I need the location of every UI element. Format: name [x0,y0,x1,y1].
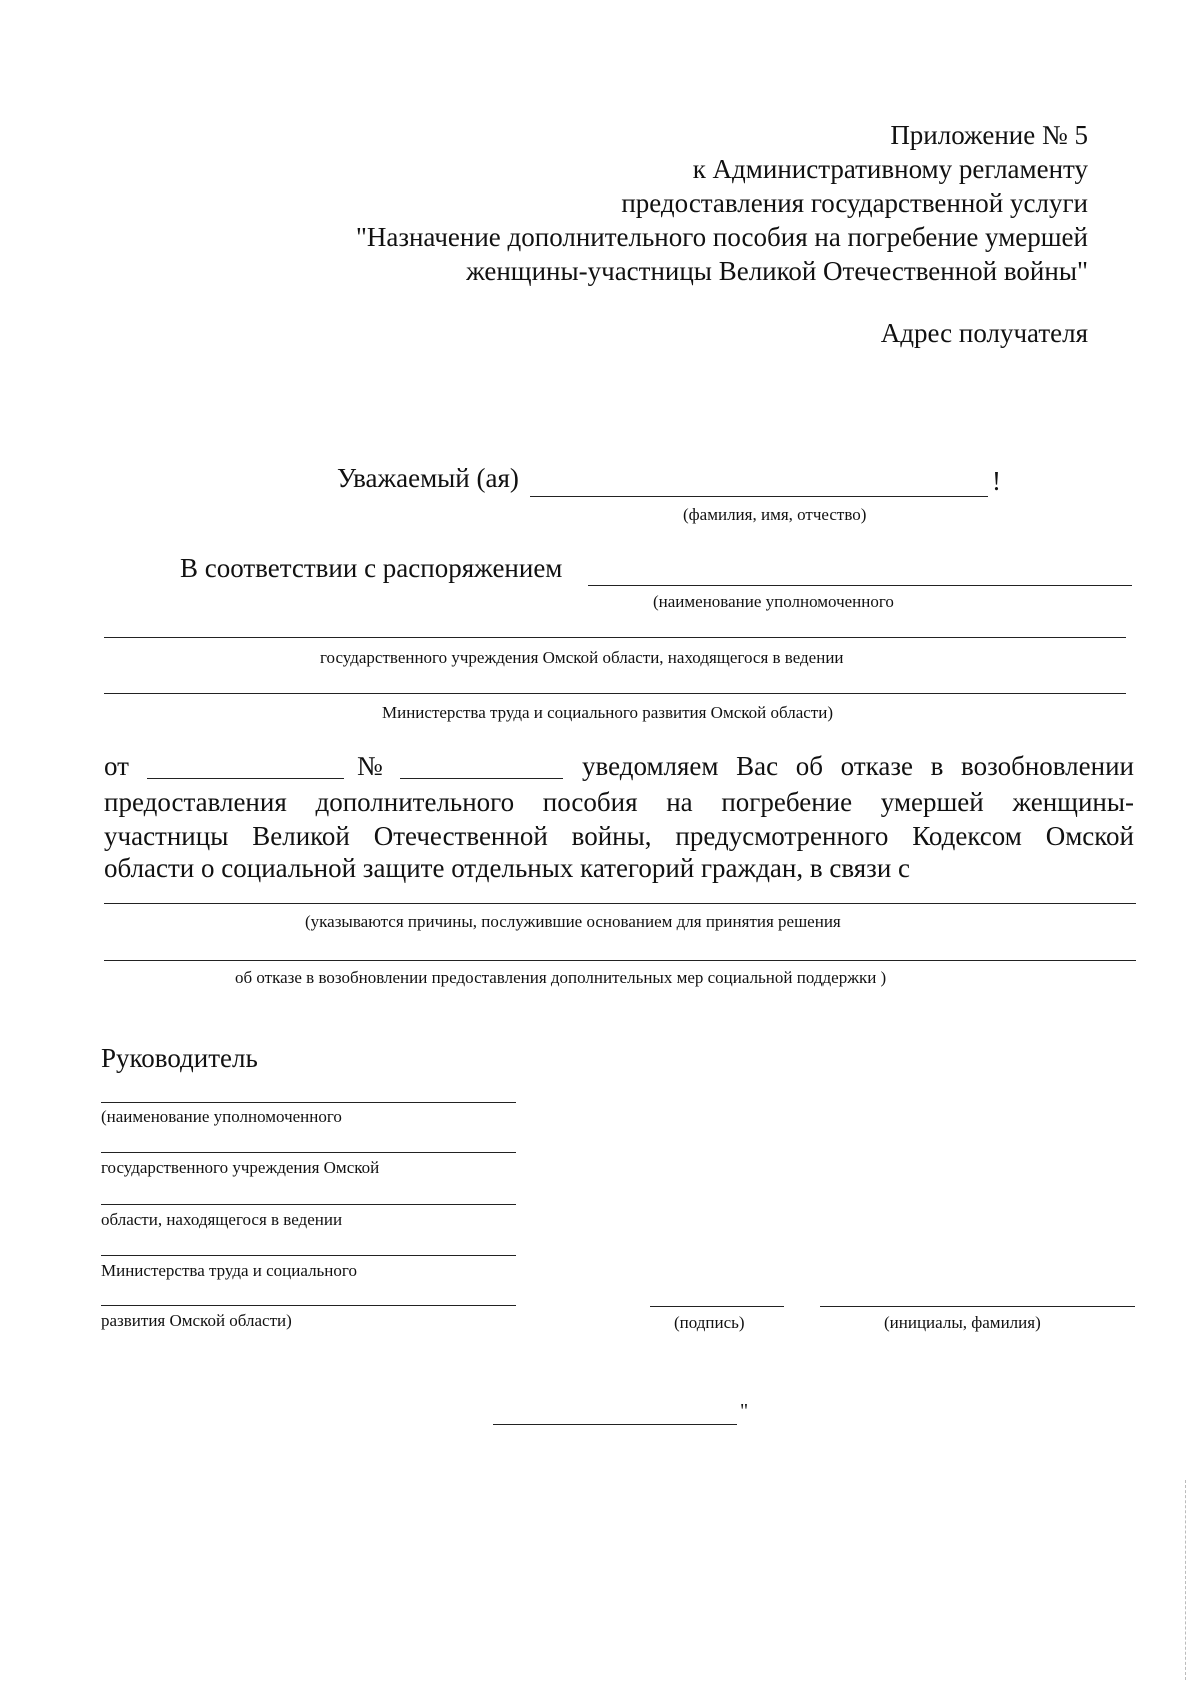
org-field-3[interactable] [101,1204,516,1205]
scan-edge-artifact [1185,1480,1186,1680]
org-field-5[interactable] [101,1305,516,1306]
appendix-number: Приложение № 5 [890,120,1088,150]
greeting-label: Уважаемый (ая) [337,463,519,493]
order-field[interactable] [588,585,1132,586]
reason-field-1[interactable] [104,903,1136,904]
org-field-1[interactable] [101,1102,516,1103]
signature-title: Руководитель [101,1043,258,1073]
org-field-4[interactable] [101,1255,516,1256]
date-field[interactable] [147,778,344,779]
from-label: от [104,751,129,781]
reason-field-2[interactable] [104,960,1136,961]
signature-hint: (подпись) [674,1313,745,1332]
initials-hint: (инициалы, фамилия) [884,1313,1041,1332]
order-hint-3: Министерства труда и социального развития Омской области) [382,703,833,722]
appendix-service-name-1: "Назначение дополнительного пособия на погребение умершей [355,222,1088,252]
notice-line-3: участницы Великой Отечественной войны, предусмотренного Кодексом Омской [104,821,1134,851]
reason-hint-2: об отказе в возобновлении предоставления дополнительных мер социальной поддержки ) [235,968,887,987]
order-field-2[interactable] [104,637,1126,638]
recipient-name-field[interactable] [530,496,988,497]
closing-field[interactable] [493,1424,737,1425]
initials-field[interactable] [820,1306,1135,1307]
order-label: В соответствии с распоряжением [180,553,563,583]
org-hint-4: Министерства труда и социального [101,1261,357,1280]
org-hint-2: государственного учреждения Омской [101,1158,380,1177]
recipient-name-hint: (фамилия, имя, отчество) [683,505,867,524]
org-hint-1: (наименование уполномоченного [101,1107,342,1126]
recipient-address: Адрес получателя [880,318,1088,348]
org-hint-5: развития Омской области) [101,1311,292,1330]
signature-field[interactable] [650,1306,784,1307]
number-label: № [357,751,383,781]
notice-line-1: уведомляем Вас об отказе в возобновлении [582,751,1134,781]
appendix-service-name-2: женщины-участницы Великой Отечественной войны" [466,256,1088,286]
reason-hint-1: (указываются причины, послужившие основанием для принятия решения [305,912,841,931]
order-hint-2: государственного учреждения Омской области, находящегося в ведении [320,648,844,667]
notice-line-4: области о социальной защите отдельных категорий граждан, в связи с [104,853,911,883]
appendix-header [356,118,1088,288]
number-field[interactable] [400,778,563,779]
order-field-3[interactable] [104,693,1126,694]
org-hint-3: области, находящегося в ведении [101,1210,343,1229]
order-hint-1: (наименование уполномоченного [653,592,894,611]
appendix-reference: к Административному регламенту [692,154,1088,184]
closing-quote: " [740,1400,749,1422]
notice-line-2: предоставления дополнительного пособия на погребение умершей женщины- [104,787,1134,817]
greeting-exclaim: ! [992,466,1001,496]
org-field-2[interactable] [101,1152,516,1153]
appendix-service: предоставления государственной услуги [621,188,1088,218]
